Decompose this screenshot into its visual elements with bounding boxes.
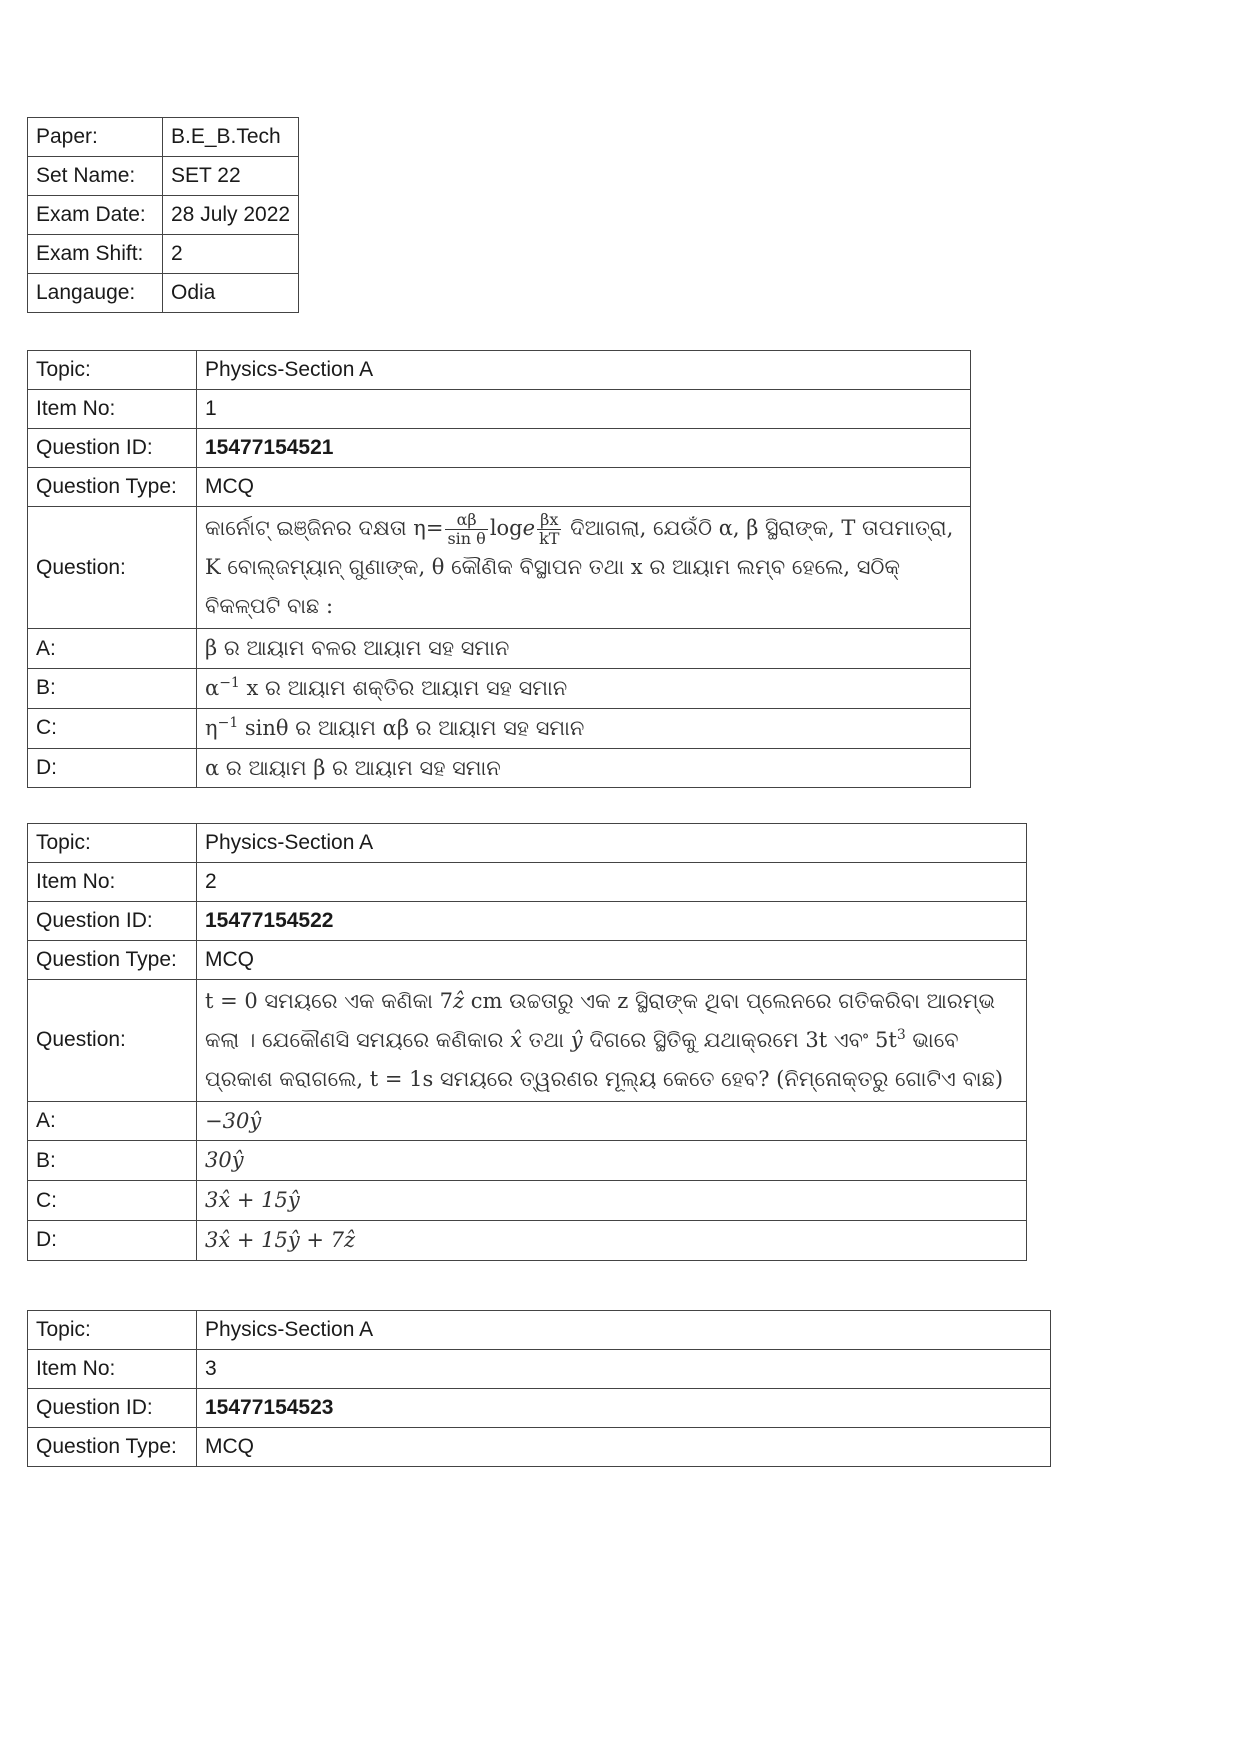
question-3-table	[27, 1310, 1051, 1467]
topic-row	[28, 1311, 1051, 1350]
question-text-part: t = 0 ସମୟରେ ଏକ କଣିକା 7	[205, 989, 453, 1013]
option-rest: sinθ ର ଆୟାମ αβ ର ଆୟାମ ସହ ସମାନ	[238, 715, 585, 740]
meta-row-language	[28, 274, 299, 313]
fraction-alpha-beta	[445, 511, 487, 549]
option-a-row	[28, 629, 971, 669]
meta-row-exam-shift	[28, 235, 299, 274]
meta-row-set-name	[28, 157, 299, 196]
option-b-row	[28, 668, 971, 708]
question-id-label: Question ID:	[28, 429, 197, 468]
meta-value: 28 July 2022	[163, 196, 299, 235]
option-c-row	[28, 1181, 1027, 1221]
item-no-label: Item No:	[28, 863, 197, 902]
formula-log-base: e	[522, 516, 536, 540]
question-id-row	[28, 1389, 1051, 1428]
question-text	[197, 507, 971, 629]
item-no-row	[28, 1350, 1051, 1389]
fraction-numerator: βx	[537, 511, 561, 530]
question-id-label: Question ID:	[28, 902, 197, 941]
option-c-row	[28, 708, 971, 748]
item-no-value: 2	[197, 863, 1027, 902]
option-c-label: C:	[28, 708, 197, 748]
item-no-value: 3	[197, 1350, 1051, 1389]
option-a-label: A:	[28, 1101, 197, 1141]
option-rest: x ର ଆୟାମ ଶକ୍ତିର ଆୟାମ ସହ ସମାନ	[239, 675, 568, 700]
question-id-value: 15477154521	[197, 429, 971, 468]
option-base: η	[205, 715, 218, 740]
question-type-label: Question Type:	[28, 468, 197, 507]
item-no-value: 1	[197, 390, 971, 429]
topic-value: Physics-Section A	[197, 824, 1027, 863]
question-id-row	[28, 429, 971, 468]
meta-value: Odia	[163, 274, 299, 313]
question-text-part: ଦିଆଗଲା, ଯେଉଁଠି α, β ସ୍ଥିରାଙ୍କ, T ତାପମାତ୍ରା, K ବୋଲ୍ଜମ୍ୟାନ୍ ଗୁଣାଙ୍କ, θ କୌଣିକ ବିସ୍ଥାପନ ତଥା x ର ଆୟାମ ଲମ୍ବ ହେଲେ, ସଠିକ୍ ବିକଳ୍ପଟି ବାଛ :	[205, 516, 954, 619]
option-b-label: B:	[28, 668, 197, 708]
question-type-value: MCQ	[197, 468, 971, 507]
option-c-text	[197, 708, 971, 748]
formula-eta: η=	[413, 516, 444, 540]
question-label: Question:	[28, 507, 197, 629]
unit-vector-z: ẑ	[452, 989, 465, 1013]
topic-label: Topic:	[28, 1311, 197, 1350]
option-a-text: β ର ଆୟାମ ବଳର ଆୟାମ ସହ ସମାନ	[197, 629, 971, 669]
question-type-value: MCQ	[197, 1428, 1051, 1467]
option-d-text: α ର ଆୟାମ β ର ଆୟାମ ସହ ସମାନ	[197, 748, 971, 788]
option-a-text: −30ŷ	[197, 1101, 1027, 1141]
topic-row	[28, 351, 971, 390]
option-base: α	[205, 675, 220, 700]
question-type-value: MCQ	[197, 941, 1027, 980]
question-2-table	[27, 823, 1027, 1261]
fraction-beta-x	[537, 511, 561, 549]
question-text-part: କାର୍ନୋଟ୍ ଇଞ୍ଜିନର ଦକ୍ଷତା	[205, 516, 407, 540]
option-b-text	[197, 668, 971, 708]
topic-label: Topic:	[28, 351, 197, 390]
option-b-text: 30ŷ	[197, 1141, 1027, 1181]
question-label: Question:	[28, 980, 197, 1102]
option-d-label: D:	[28, 1221, 197, 1261]
question-text	[197, 980, 1027, 1102]
option-superscript: −1	[219, 674, 240, 691]
question-row	[28, 507, 971, 629]
topic-value: Physics-Section A	[197, 1311, 1051, 1350]
option-c-label: C:	[28, 1181, 197, 1221]
superscript: 3	[896, 1026, 906, 1043]
formula-log: log	[489, 516, 523, 540]
question-text-part: ଭାବେ ପ୍ରକାଶ କରାଗଲେ, t = 1s ସମୟରେ ତ୍ୱରଣର ମୂଲ୍ୟ କେତେ ହେବ? (ନିମ୍ନୋକ୍ତରୁ ଗୋଟିଏ ବାଛ)	[205, 1027, 1004, 1091]
meta-label: Exam Shift:	[28, 235, 163, 274]
question-row	[28, 980, 1027, 1102]
fraction-numerator: αβ	[445, 511, 487, 530]
question-id-row	[28, 902, 1027, 941]
question-type-row	[28, 941, 1027, 980]
option-b-row	[28, 1141, 1027, 1181]
item-no-label: Item No:	[28, 390, 197, 429]
topic-row	[28, 824, 1027, 863]
topic-label: Topic:	[28, 824, 197, 863]
meta-label: Set Name:	[28, 157, 163, 196]
question-id-label: Question ID:	[28, 1389, 197, 1428]
option-d-row	[28, 1221, 1027, 1261]
option-a-row	[28, 1101, 1027, 1141]
option-a-label: A:	[28, 629, 197, 669]
fraction-denominator: kT	[539, 529, 560, 548]
question-type-row	[28, 1428, 1051, 1467]
question-id-value: 15477154522	[197, 902, 1027, 941]
question-type-label: Question Type:	[28, 1428, 197, 1467]
question-text-part: ଦିଗରେ ସ୍ଥିତିକୁ ଯଥାକ୍ରମେ 3t ଏବଂ 5t	[582, 1027, 897, 1052]
item-no-label: Item No:	[28, 1350, 197, 1389]
question-type-row	[28, 468, 971, 507]
unit-vector-x: x̂	[510, 1027, 522, 1052]
option-c-text: 3x̂ + 15ŷ	[197, 1181, 1027, 1221]
option-d-row	[28, 748, 971, 788]
question-text-part: ତଥା	[521, 1027, 571, 1052]
topic-value: Physics-Section A	[197, 351, 971, 390]
meta-label: Exam Date:	[28, 196, 163, 235]
item-no-row	[28, 390, 971, 429]
unit-vector-y: ŷ	[570, 1027, 583, 1052]
option-d-text: 3x̂ + 15ŷ + 7ẑ	[197, 1221, 1027, 1261]
meta-row-exam-date	[28, 196, 299, 235]
item-no-row	[28, 863, 1027, 902]
question-type-label: Question Type:	[28, 941, 197, 980]
option-b-label: B:	[28, 1141, 197, 1181]
meta-label: Langauge:	[28, 274, 163, 313]
meta-value: B.E_B.Tech	[163, 118, 299, 157]
meta-row-paper	[28, 118, 299, 157]
option-d-label: D:	[28, 748, 197, 788]
question-text-part: cm ଉଚ୍ଚତାରୁ ଏକ z ସ୍ଥିରାଙ୍କ ଥିବା ପ୍ଲେନରେ ଗତିକରିବା ଆରମ୍ଭ କଲା । ଯେକୌଣସି ସମୟରେ କଣିକାର	[205, 989, 996, 1052]
exam-meta-table	[27, 117, 299, 313]
meta-label: Paper:	[28, 118, 163, 157]
question-id-value: 15477154523	[197, 1389, 1051, 1428]
question-1-table	[27, 350, 971, 788]
meta-value: 2	[163, 235, 299, 274]
meta-value: SET 22	[163, 157, 299, 196]
fraction-denominator: sin θ	[447, 529, 486, 548]
option-superscript: −1	[217, 714, 239, 731]
